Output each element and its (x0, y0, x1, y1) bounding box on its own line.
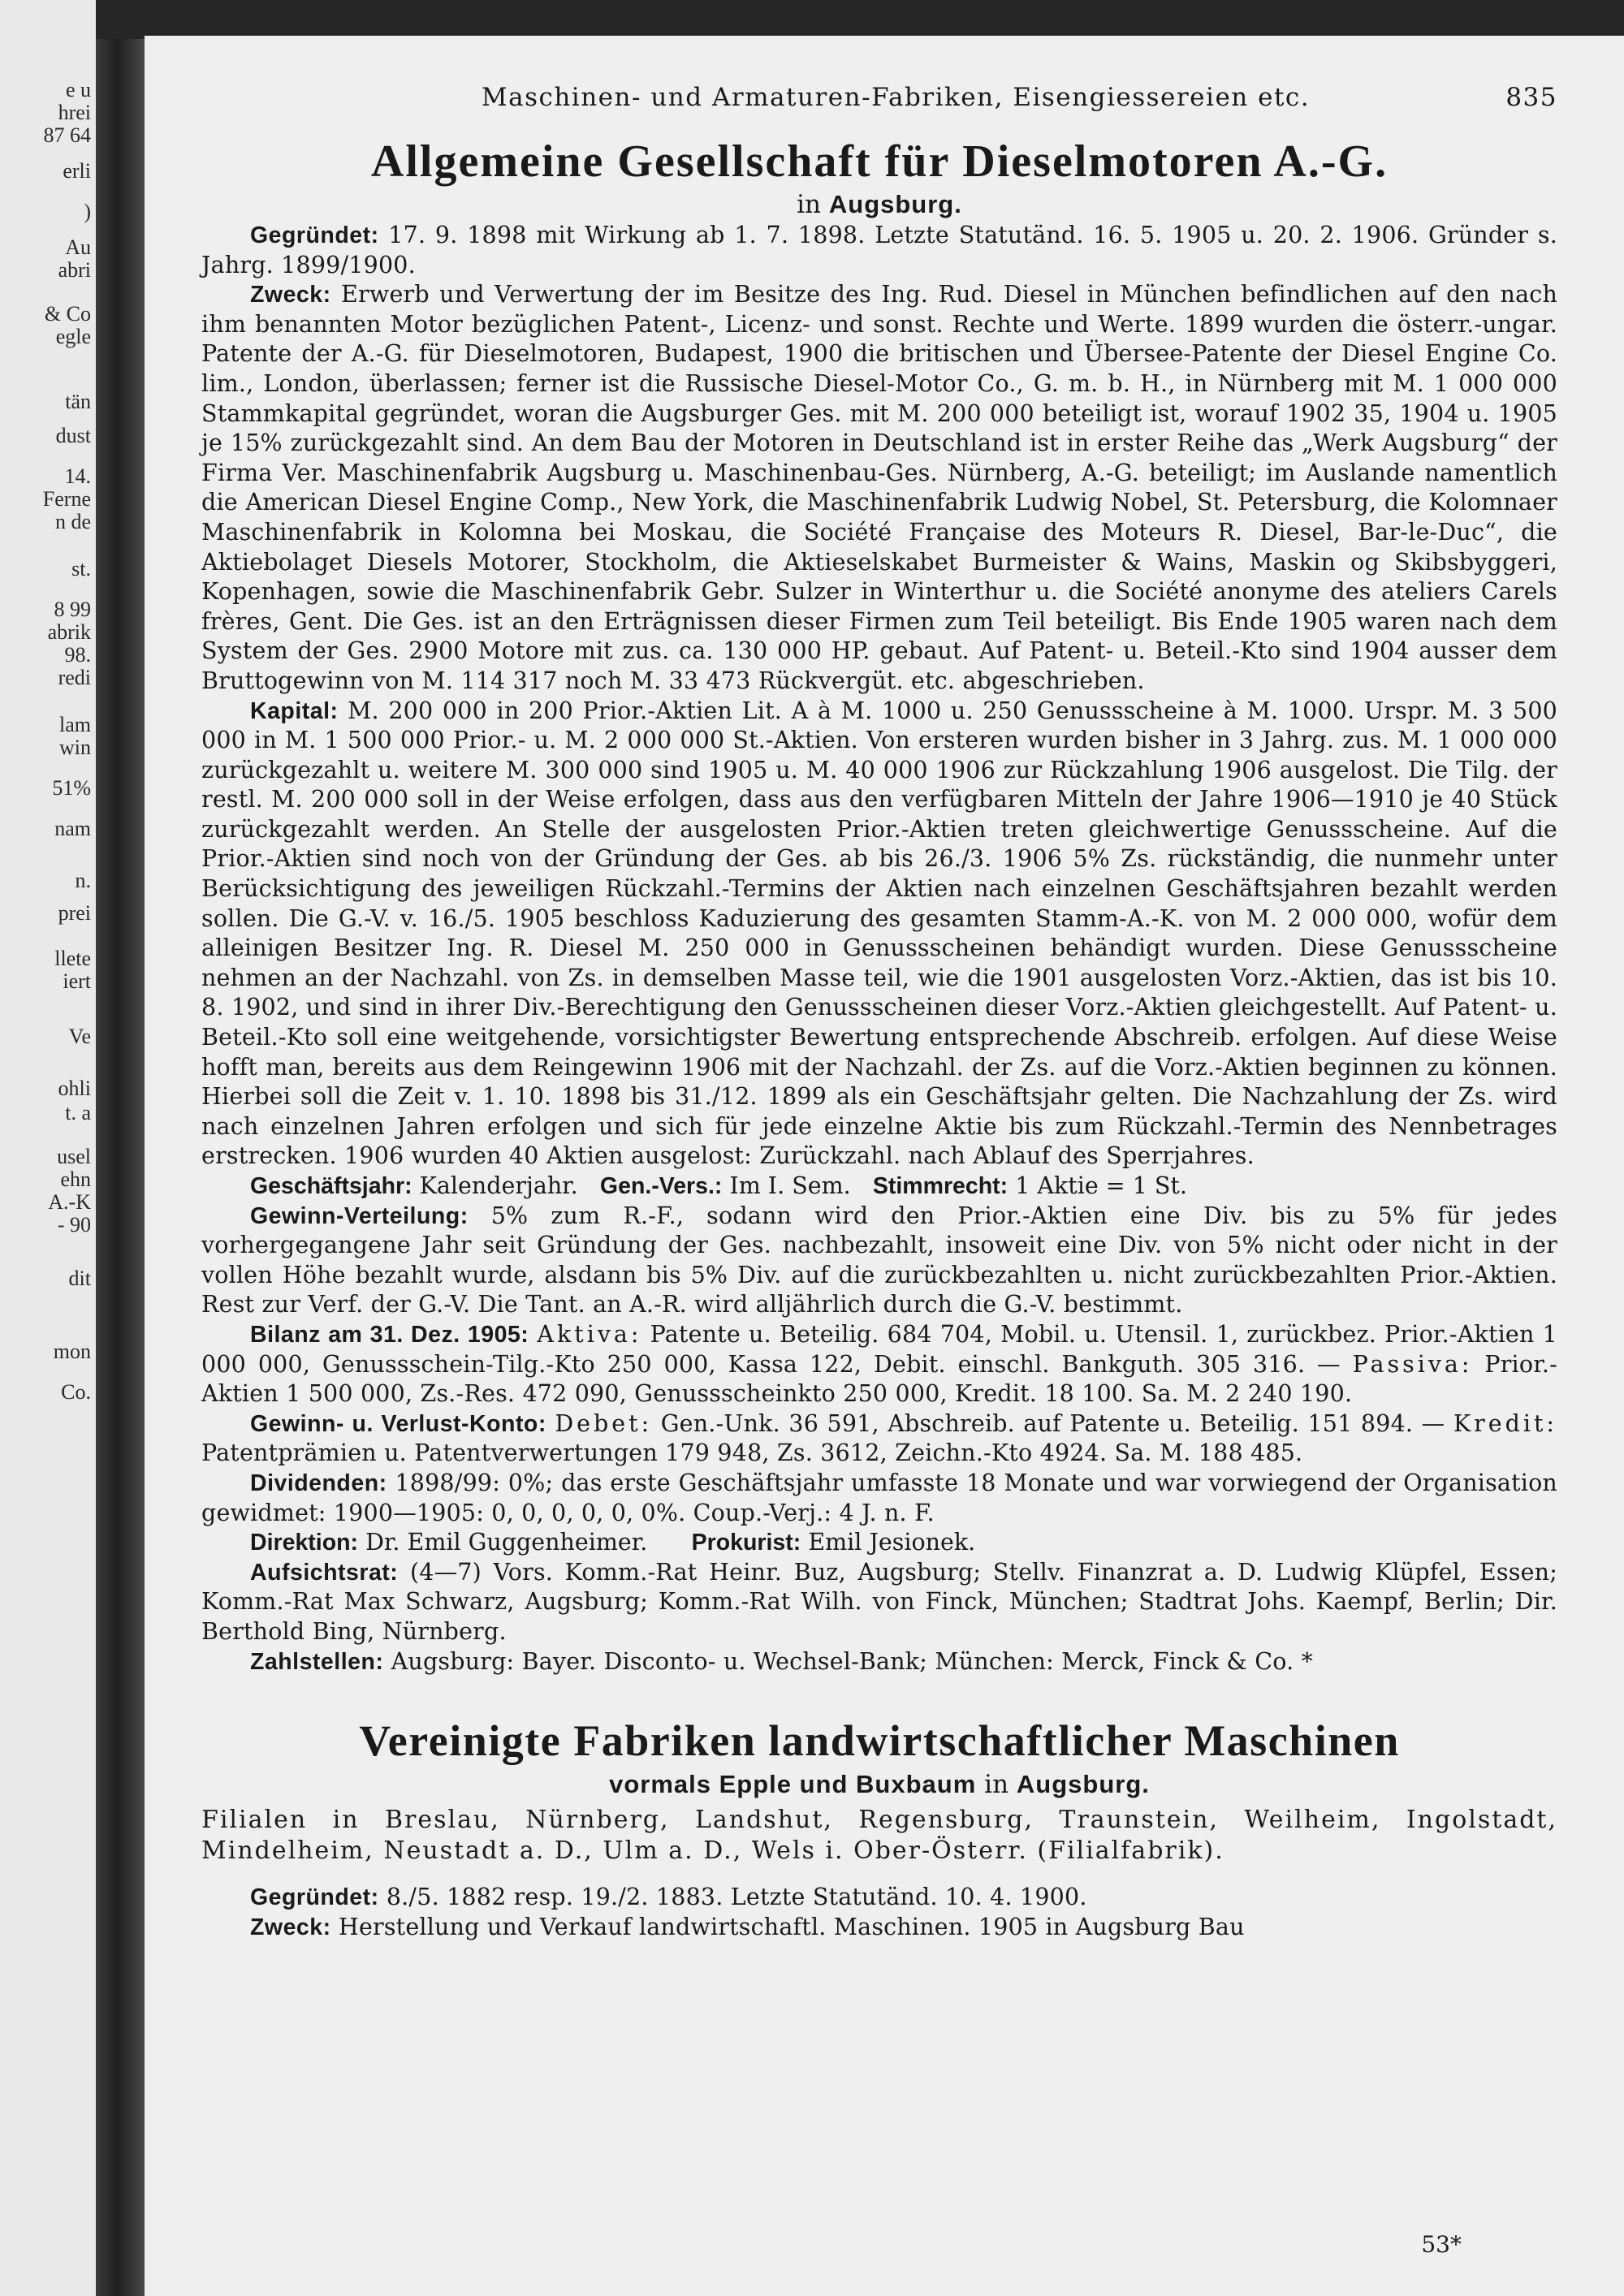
company2-subtitle (201, 1767, 1557, 1802)
left-page-fragment: ohli (58, 1077, 91, 1100)
left-page-fragment: dust (55, 424, 91, 447)
left-page-fragment: abri (58, 258, 91, 282)
company-location (201, 188, 1557, 221)
section-kapital (201, 697, 1557, 1172)
book-gutter (96, 0, 145, 2296)
running-header (201, 83, 1557, 120)
left-page-fragment: 14. (64, 464, 91, 488)
section-label: Gegründet: (250, 222, 379, 248)
section-text: Herstellung und Verkauf landwirtschaftl. Maschinen. 1905 in Augsburg Bau (338, 1913, 1245, 1940)
left-page-fragment: ) (84, 200, 91, 223)
aktiva-label: Aktiva: (537, 1320, 642, 1348)
left-page-fragment: iert (63, 969, 91, 993)
page-number: 835 (1505, 83, 1557, 112)
section-label: Zahlstellen: (250, 1648, 384, 1675)
document-page (145, 36, 1624, 2296)
debet-text: Gen.-Unk. 36 591, Abschreib. auf Patente u. Beteilig. 151 894. — (660, 1409, 1445, 1437)
left-page-fragment: Ferne (42, 487, 91, 511)
signature-mark: 53* (1421, 2231, 1462, 2258)
section-label: Kapital: (250, 697, 339, 724)
company-title: Allgemeine Gesellschaft für Dieselmotoren A.-G. (370, 136, 1389, 187)
kredit-text: Patentprämien u. Patentverwertungen 179 948, Zs. 3612, Zeichn.-Kto 4924. Sa. M. 188 485. (201, 1439, 1303, 1467)
company2-former-names: vormals Epple und Buxbaum (609, 1770, 977, 1799)
section-label: Zweck: (250, 1914, 331, 1940)
page-content (201, 83, 1557, 1942)
left-page-fragment: win (59, 736, 91, 759)
company2-zweck (201, 1913, 1557, 1943)
section-guv (201, 1409, 1557, 1469)
left-page-fragment: A.-K (48, 1190, 91, 1214)
direktion-label: Direktion: (250, 1530, 359, 1556)
section-label: Dividenden: (250, 1470, 387, 1496)
section-text: M. 200 000 in 200 Prior.-Aktien Lit. A à M. 1000 u. 250 Genussscheine à M. 1000. Urspr. M. 3 500 000 in M. 1 500 000 Prior.- u. M. 2 000 000 St.-Aktien. Von ersteren wurden bisher in 3 Jahrg. zus. M. 1 000 000 zurückgezahlt u. weitere M. 300 000 sind 1905 u. M. 40 000 1906 zur Rückzahlung 1906 ausgelost. Die Tilg. der restl. M. 200 000 soll in der Weise erfolgen, dass aus den verfügbaren Mitteln der Jahre 1906—1910 je 40 Stück zurückgezahlt werden. An Stelle der ausgelosten Prior.-Aktien treten gleichwertige Genussscheine. Auf die Prior.-Aktien sind noch von der Gründung der Ges. ab bis 26./3. 1906 5% Zs. rückständig, die nunmehr unter Berücksichtigung des jeweiligen Rückzahl.-Termins der Aktien nach einzelnen Geschäftsjahren bezahlt werden sollen. Die G.-V. v. 16./5. 1905 beschloss Kaduzierung des gesamten Stamm-A.-K. von M. 2 000 000, wofür dem alleinigen Besitzer Ing. R. Diesel M. 250 000 in Genussscheinen behändigt wurden. Diese Genussscheine nehmen an der Nachzahl. von Zs. in demselben Masse teil, wie die 1901 ausgelosten Vorz.-Aktien, das ist bis 10. 8. 1902, und sind in ihrer Div.-Berechtigung den Genussscheinen dieser Vorz.-Aktien gleichgestellt. Auf Patent- u. Beteil.-Kto soll eine weitgehende, vorsichtigster Bewertung entsprechende Abschreib. erfolgen. Auf diese Weise hofft man, bereits aus dem Reingewinn 1906 mit der Nachzahl. der Zs. auf die Vorz.-Aktien beginnen zu können. Hierbei soll die Zeit v. 1. 10. 1898 bis 31./12. 1899 als ein Geschäftsjahr gelten. Die Nachzahlung der Zs. wird nach einzelnen Jahren erfolgen und sich für jede einzelne Aktie bis zum Rückzahl.-Termin des Nennbetrages erstrecken. 1906 wurden 40 Aktien ausgelost: Zurückzahl. nach Ablauf des Sperrjahres. (201, 697, 1557, 1170)
section-text: 1898/99: 0%; das erste Geschäftsjahr umfasste 18 Monate und war vorwiegend der Organisation gewidmet: 1900—1905: 0, 0, 0, 0, 0, 0%. Coup.-Verj.: 4 J. n. F. (201, 1469, 1557, 1526)
company2-title: Vereinigte Fabriken landwirtschaftlicher Maschinen (359, 1716, 1400, 1766)
adjacent-page-fragment (0, 0, 96, 2296)
section-direktion-row (201, 1528, 1557, 1558)
section-meta-row (201, 1172, 1557, 1202)
scan-top-edge (96, 0, 1624, 39)
left-page-fragment: hrei (58, 101, 91, 124)
debet-label: Debet: (555, 1409, 653, 1437)
left-page-fragment: nam (54, 817, 91, 840)
company2-location-prefix: in (984, 1770, 1009, 1800)
section-aufsichtsrat (201, 1558, 1557, 1647)
section-bilanz (201, 1320, 1557, 1409)
left-page-fragment: mon (53, 1340, 91, 1363)
left-page-fragment: & Co (44, 302, 91, 326)
left-page-fragment: Ve (68, 1025, 91, 1048)
section-text: (4—7) Vors. Komm.-Rat Heinr. Buz, Augsburg; Stellv. Finanzrat a. D. Ludwig Klüpfel, Essen; Komm.-Rat Max Schwarz, Augsburg; Komm.-Rat Wilh. von Finck, München; Stadtrat Johs. Kaempf, Berlin; Dir. Berthold Bing, Nürnberg. (201, 1558, 1557, 1645)
left-page-fragment: n de (54, 510, 91, 533)
section-gewinn-verteilung (201, 1202, 1557, 1320)
section-text: 5% zum R.-F., sodann wird den Prior.-Aktien eine Div. bis zu 5% für jedes vorhergegangene Jahr seit Gründung der Ges. nachbezahlt, insoweit eine Div. von 5% nicht oder nicht in der vollen Höhe bezahlt wurde, alsdann bis 5% Div. auf die zurückbezahlten u. nicht zurückbezahlten Prior.-Aktien. Rest zur Verf. der G.-V. Die Tant. an A.-R. wird alljährlich durch die G.-V. bestimmt. (201, 1202, 1557, 1318)
left-page-fragment: dit (68, 1267, 91, 1290)
section-label: Gegründet: (250, 1884, 379, 1911)
direktion-value: Dr. Emil Guggenheimer. (365, 1529, 648, 1556)
left-page-fragment: 87 64 (43, 123, 91, 147)
company2-gegruendet (201, 1883, 1557, 1913)
left-page-fragment: t. a (65, 1101, 91, 1124)
left-page-fragment: erli (63, 159, 91, 183)
left-page-fragment: 98. (64, 643, 91, 667)
left-page-fragment: prei (58, 901, 91, 925)
company2-location-city: Augsburg. (1016, 1770, 1150, 1799)
geschaeftsjahr-label: Geschäftsjahr: (250, 1173, 412, 1199)
section-label: Zweck: (250, 282, 331, 309)
left-page-fragment: lam (59, 713, 91, 736)
spacer (201, 1867, 1557, 1883)
stimmrecht-label: Stimmrecht: (872, 1173, 1009, 1199)
section-zweck (201, 280, 1557, 696)
section-label: Bilanz am 31. Dez. 1905: (250, 1321, 529, 1348)
left-page-fragment: 51% (52, 776, 91, 800)
section-label: Aufsichtsrat: (250, 1559, 399, 1586)
location-prefix: in (797, 190, 822, 219)
left-page-fragment: usel (57, 1145, 91, 1168)
section-label: Gewinn-Verteilung: (250, 1202, 469, 1229)
left-page-fragment: 8 99 (54, 598, 91, 621)
left-page-fragment: n. (75, 869, 91, 892)
section-gegruendet (201, 221, 1557, 280)
section-text: 17. 9. 1898 mit Wirkung ab 1. 7. 1898. Letzte Statutänd. 16. 5. 1905 u. 20. 2. 1906. Gründer s. Jahrg. 1899/1900. (201, 222, 1557, 278)
left-page-fragment: e u (65, 78, 91, 101)
left-page-fragment: egle (55, 325, 91, 348)
prokurist-value: Emil Jesionek. (808, 1529, 976, 1556)
geschaeftsjahr-value: Kalenderjahr. (419, 1172, 578, 1199)
left-page-fragment: Au (65, 235, 91, 259)
section-zahlstellen (201, 1647, 1557, 1677)
left-page-fragment: Co. (61, 1380, 91, 1404)
section-text: Augsburg: Bayer. Disconto- u. Wechsel-Bank; München: Merck, Finck & Co. * (391, 1647, 1314, 1675)
left-page-fragment: abrik (47, 620, 91, 644)
genvers-label: Gen.-Vers.: (599, 1173, 723, 1199)
prokurist-label: Prokurist: (691, 1530, 801, 1556)
kredit-label: Kredit: (1453, 1409, 1558, 1437)
passiva-text: Prior.-Aktien 1 500 000, Zs.-Res. 472 090, Genussscheinkto 250 000, Kredit. 18 100. Sa. M. 2 240 190. (201, 1350, 1557, 1408)
stimmrecht-value: 1 Aktie = 1 St. (1015, 1172, 1187, 1199)
section-dividenden (201, 1469, 1557, 1528)
left-page-fragment: st. (71, 557, 91, 580)
genvers-value: Im I. Sem. (729, 1172, 851, 1199)
left-page-fragment: redi (58, 666, 91, 689)
left-page-fragment: tän (65, 390, 91, 413)
company2-branches: Filialen in Breslau, Nürnberg, Landshut, Regensburg, Traunstein, Weilheim, Ingolstadt, Mindelheim, Neustadt a. D., Ulm a. D., Wels i. Ober-Österr. (Filialfabrik). (201, 1806, 1557, 1866)
section-label: Gewinn- u. Verlust-Konto: (250, 1410, 546, 1437)
left-page-fragment: llete (54, 947, 91, 970)
running-title: Maschinen- und Armaturen-Fabriken, Eisengiessereien etc. (481, 83, 1311, 112)
location-city: Augsburg. (828, 190, 962, 218)
left-page-fragment: - 90 (57, 1213, 91, 1236)
aktiva-text: Patente u. Beteilig. 684 704, Mobil. u. Utensil. 1, zurückbez. Prior.-Aktien 1 000 000, Genussschein-Tilg.-Kto 250 000, Kassa 122, Debit. einschl. Bankguth. 305 316. — (201, 1320, 1557, 1378)
section-text: Erwerb und Verwertung der im Besitze des Ing. Rud. Diesel in München befindlichen auf den nach ihm benannten Motor bezüglichen Patent-, Licenz- und sonst. Rechte und Werte. 1899 wurden die österr.-ungar. Patente der A.-G. für Dieselmotoren, Budapest, 1900 die britischen und Übersee-Patente der Diesel Engine Co. lim., London, überlassen; ferner ist die Russische Diesel-Motor Co., G. m. b. H., in Nürnberg mit M. 1 000 000 Stammkapital gegründet, woran die Augsburger Ges. mit M. 200 000 beteiligt ist, worauf 1902 35, 1904 u. 1905 je 15% zurückgezahlt sind. An dem Bau der Motoren in Deutschland ist in erster Reihe das „Werk Augsburg“ der Firma Ver. Maschinenfabrik Augsburg u. Maschinenbau-Ges. Nürnberg, A.-G. beteiligt; im Auslande namentlich die American Diesel Engine Comp., New York, die Maschinenfabrik Ludwig Nobel, St. Petersburg, die Kolomnaer Maschinenfabrik in Kolomna bei Moskau, die Société Française des Moteurs R. Diesel, Bar-le-Duc“, die Aktiebolaget Diesels Motorer, Stockholm, die Aktieselskabet Burmeister & Wains, Maskin og Skibsbyggeri, Kopenhagen, sowie die Maschinenfabrik Gebr. Sulzer in Winterthur u. die Société anonyme des ateliers Carels frères, Gent. Die Ges. ist an den Erträgnissen dieser Firmen zum Teil beteiligt. Bis Ende 1905 waren nach dem System der Ges. 2900 Motore mit zus. ca. 130 000 HP. gebaut. Auf Patent- u. Beteil.-Kto sind 1904 ausser dem Bruttogewinn von M. 114 317 noch M. 33 473 Rückvergüt. etc. abgeschrieben. (201, 281, 1558, 694)
left-page-fragment: ehn (60, 1167, 91, 1191)
section-text: 8./5. 1882 resp. 19./2. 1883. Letzte Statutänd. 10. 4. 1900. (386, 1884, 1087, 1911)
passiva-label: Passiva: (1352, 1350, 1473, 1378)
